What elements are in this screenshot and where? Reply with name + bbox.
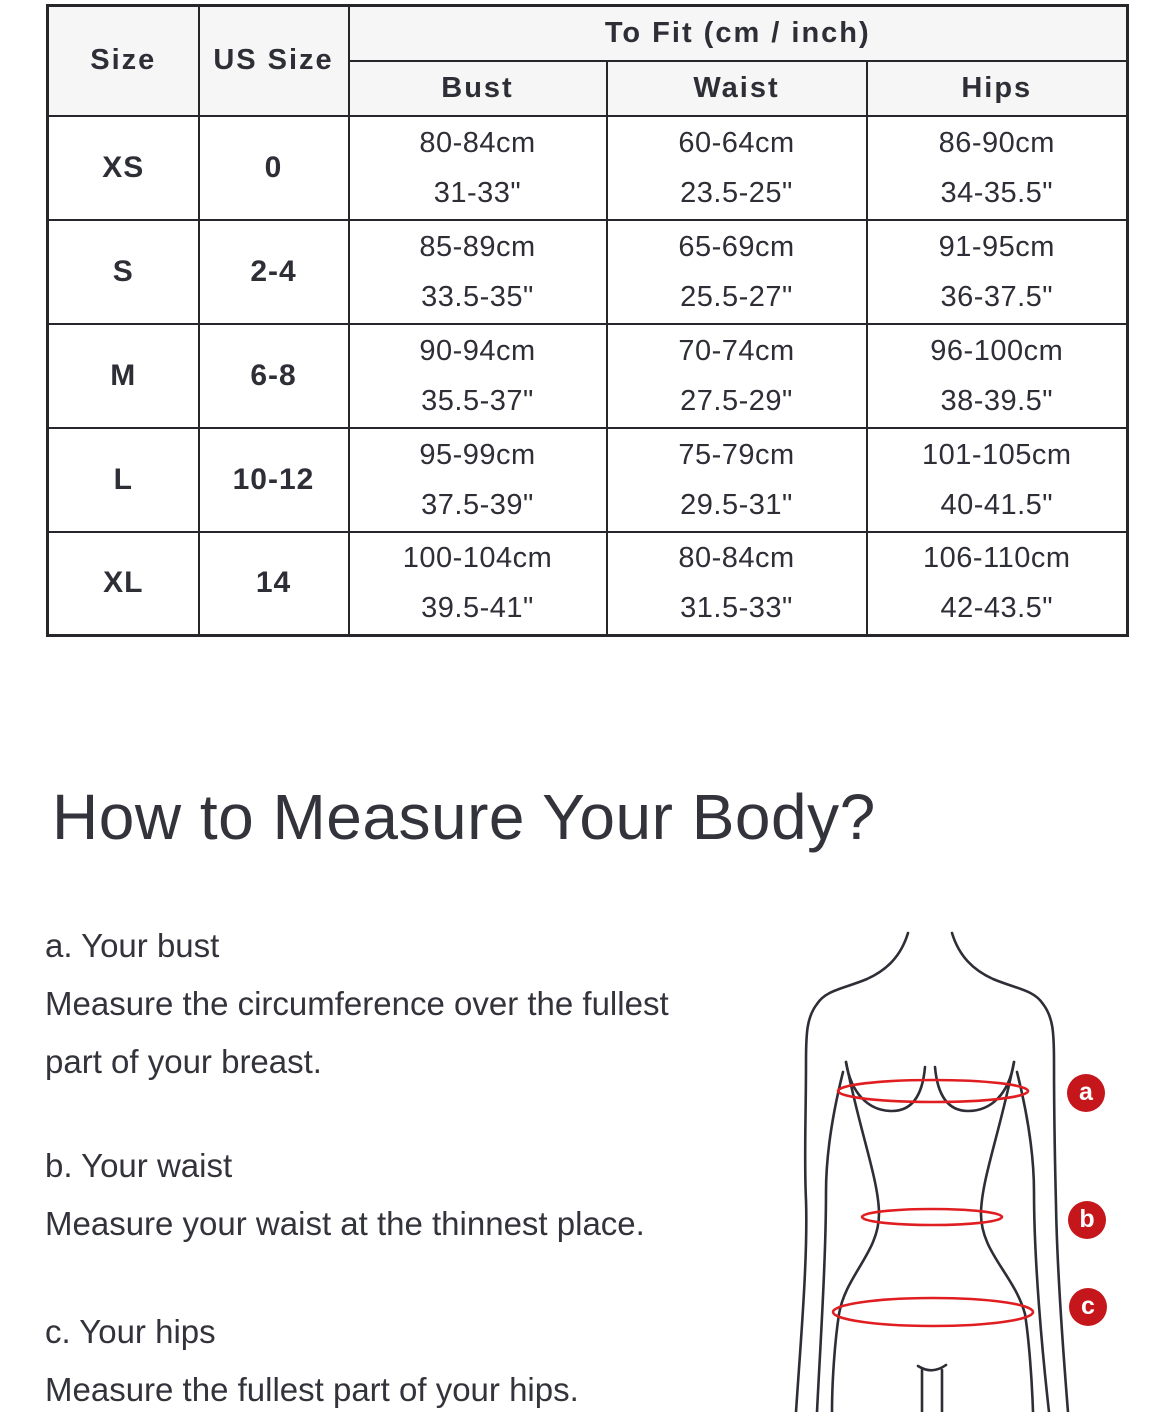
page-title: How to Measure Your Body? [52,781,876,853]
size-cell: S [48,220,199,324]
left-torso-side [832,1062,879,1412]
bust-inch: 31-33" [433,176,522,209]
hips-inch: 34-35.5" [940,176,1054,209]
waist-inch: 29.5-31" [680,488,793,521]
instruction-waist [45,1137,645,1253]
hips-cm: 96-100cm [930,334,1064,367]
right-inner-arm [1017,1072,1049,1412]
waist-cell [607,220,867,324]
size-cell: XL [48,532,199,636]
bust-cell [349,324,607,428]
hips-badge: c [1069,1288,1107,1326]
waist-cell [607,428,867,532]
bust-cm: 100-104cm [402,542,553,575]
table-row-m [48,324,1128,428]
hips-cell [867,220,1128,324]
size-chart-table [46,4,1129,637]
hips-inch: 38-39.5" [940,384,1054,417]
left-outer-contour [796,933,908,1412]
us-size-cell: 2-4 [199,220,349,324]
hips-inch: 40-41.5" [940,488,1054,521]
waist-inch: 31.5-33" [680,592,793,625]
bust-inch: 37.5-39" [421,488,534,521]
left-breast-curve [846,1062,925,1111]
us-size-cell: 10-12 [199,428,349,532]
waist-cm: 75-79cm [678,438,795,471]
bust-cell [349,220,607,324]
bust-cm: 90-94cm [419,334,536,367]
instruction-bust-line2: part of your breast. [45,1043,322,1080]
waist-cm: 65-69cm [678,230,795,263]
instruction-hips-line1: Measure the fullest part of your hips. [45,1371,579,1408]
instruction-bust-line1: Measure the circumference over the fullest [45,985,669,1022]
hips-cm: 106-110cm [923,542,1071,575]
bust-cm: 85-89cm [419,230,536,263]
bust-cell [349,428,607,532]
table-row-xl [48,532,1128,636]
instruction-hips [45,1303,579,1412]
bust-inch: 35.5-37" [421,384,534,417]
waist-badge: b [1068,1201,1106,1239]
hips-cell [867,532,1128,636]
header-size: Size [48,6,199,116]
hips-cell [867,116,1128,220]
header-waist: Waist [607,61,867,116]
right-outer-contour [952,933,1068,1412]
crotch-mark [918,1365,946,1412]
us-size-cell: 6-8 [199,324,349,428]
bust-cm: 95-99cm [419,438,536,471]
table-row-xs [48,116,1128,220]
waist-cm: 80-84cm [678,542,795,575]
waist-cm: 60-64cm [678,126,795,159]
bust-cm: 80-84cm [419,126,536,159]
hips-inch: 42-43.5" [940,592,1054,625]
table-row-s [48,220,1128,324]
hips-cm: 86-90cm [938,126,1055,159]
us-size-cell: 14 [199,532,349,636]
waist-cell [607,116,867,220]
hips-cell [867,428,1128,532]
hips-cm: 91-95cm [938,230,1055,263]
waist-inch: 25.5-27" [680,280,793,313]
table-row-l [48,428,1128,532]
size-cell: M [48,324,199,428]
hips-inch: 36-37.5" [940,280,1054,313]
bust-badge: a [1067,1074,1105,1112]
bust-inch: 39.5-41" [421,592,534,625]
waist-inch: 27.5-29" [680,384,793,417]
waist-inch: 23.5-25" [680,176,793,209]
bust-measure-line [838,1080,1028,1102]
header-to-fit: To Fit (cm / inch) [349,6,1128,61]
hips-measure-line [833,1298,1033,1326]
waist-cell [607,532,867,636]
torso-outline-illustration [780,920,1170,1412]
header-us-size: US Size [199,6,349,116]
instruction-waist-label: b. Your waist [45,1147,233,1184]
body-diagram [780,920,1170,1412]
left-inner-arm [817,1072,843,1412]
right-breast-curve [935,1062,1014,1111]
waist-cm: 70-74cm [678,334,795,367]
bust-inch: 33.5-35" [421,280,534,313]
hips-cm: 101-105cm [921,438,1072,471]
instruction-bust-label: a. Your bust [45,927,220,964]
waist-cell [607,324,867,428]
size-cell: L [48,428,199,532]
bust-cell [349,532,607,636]
header-bust: Bust [349,61,607,116]
instruction-hips-label: c. Your hips [45,1313,216,1350]
bust-cell [349,116,607,220]
us-size-cell: 0 [199,116,349,220]
instruction-bust [45,917,669,1091]
instruction-waist-line1: Measure your waist at the thinnest place. [45,1205,645,1242]
hips-cell [867,324,1128,428]
size-cell: XS [48,116,199,220]
header-hips: Hips [867,61,1128,116]
